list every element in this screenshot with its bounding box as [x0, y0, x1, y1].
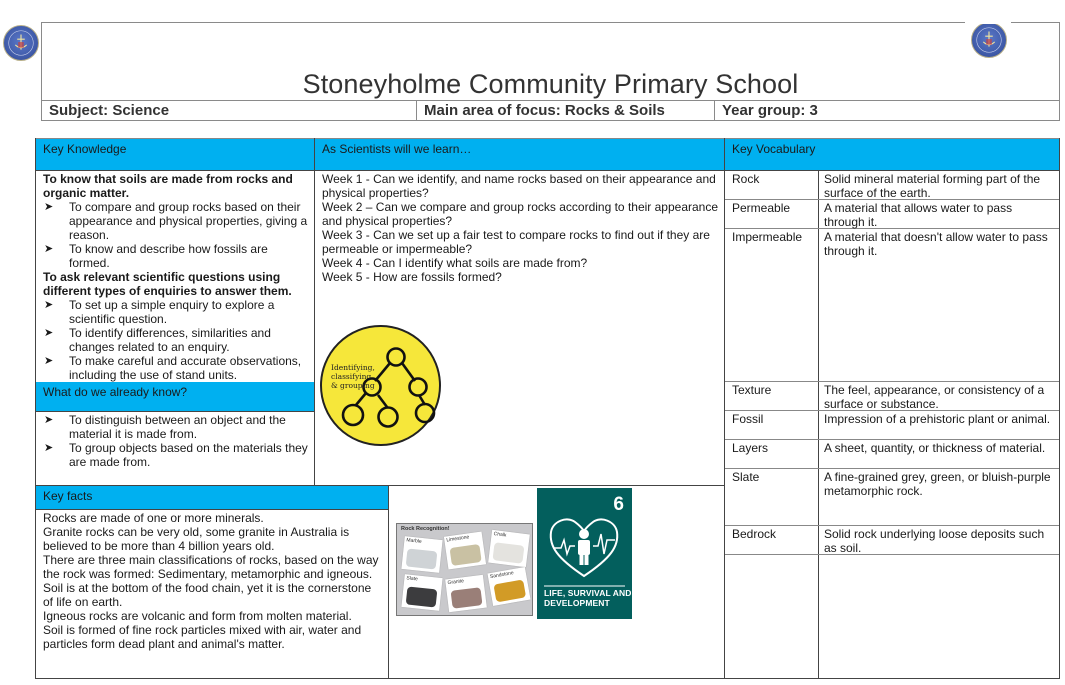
prior-bullet: ➤ To distinguish between an object and the material it is made from. [44, 413, 286, 441]
sdg-label: DEVELOPMENT [544, 598, 610, 608]
arrow-bullet-icon: ➤ [44, 299, 54, 311]
rock-card-slate: Slate [401, 574, 442, 611]
arrow-bullet-icon: ➤ [44, 243, 54, 255]
sdg-label: LIFE, SURVIVAL AND [544, 588, 632, 598]
scientists-learn-header [315, 139, 724, 170]
key-vocabulary-title: Key Vocabulary [732, 142, 816, 156]
knowledge-bullet: ➤ To know and describe how fossils are formed. [44, 242, 268, 270]
rock-card-limestone: Limestone [444, 532, 486, 570]
key-fact: There are three main classifications of rocks, based on the way the rock was formed: Sedimentary, metamorphic and igneous. [43, 553, 379, 581]
rock-card-marble: Marble [401, 536, 442, 573]
rock-card-granite: Granite [445, 575, 487, 612]
vocab-definition: Solid rock underlying loose deposits such as soil. [824, 527, 1045, 555]
vocab-term: Layers [732, 441, 769, 455]
key-fact: Igneous rocks are volcanic and form from molten material. [43, 609, 352, 623]
arrow-bullet-icon: ➤ [44, 327, 54, 339]
prior-knowledge-content [43, 413, 311, 469]
rock-card-chalk: Chalk [488, 530, 530, 567]
enquiry-type-badge [320, 325, 441, 446]
week-question: Week 3 - Can we set up a fair test to compare rocks to find out if they are permeable or impermeable? [322, 228, 710, 256]
arrow-bullet-icon: ➤ [44, 414, 54, 426]
vocab-term: Texture [732, 383, 772, 397]
vocab-term: Slate [732, 470, 760, 484]
vocab-term: Permeable [732, 201, 791, 215]
key-knowledge-content [43, 172, 311, 382]
focus-label: Main area of focus: Rocks & Soils [424, 102, 665, 119]
key-knowledge-title: Key Knowledge [43, 142, 127, 156]
vocab-term: Rock [732, 172, 760, 186]
knowledge-heading: To ask relevant scientific questions using different types of enquiries to answer them. [43, 270, 292, 298]
knowledge-bullet: ➤ To identify differences, similarities and changes related to an enquiry. [44, 326, 271, 354]
key-facts-content [43, 511, 383, 651]
vocab-definition: A fine-grained grey, green, or bluish-purple metamorphic rock. [824, 470, 1051, 498]
vocab-term: Impermeable [732, 230, 803, 244]
year-group-label: Year group: 3 [722, 102, 818, 119]
prior-bullet: ➤ To group objects based on the materials they are made from. [44, 441, 308, 469]
rock-image-title: Rock Recognition! [401, 526, 450, 532]
vocab-term: Fossil [732, 412, 764, 426]
knowledge-heading: To know that soils are made from rocks and organic matter. [43, 172, 293, 200]
school-crest-icon [3, 25, 39, 61]
vocab-definition: A material that doesn't allow water to pass through it. [824, 230, 1048, 258]
sdg-life-survival-badge [537, 488, 632, 619]
info-row [41, 100, 1060, 121]
badge-label: & grouping [331, 381, 375, 390]
vocab-definition: Solid mineral material forming part of the surface of the earth. [824, 172, 1041, 200]
badge-label: classifying [331, 372, 372, 381]
arrow-bullet-icon: ➤ [44, 201, 54, 213]
week-question: Week 4 - Can I identify what soils are made from? [322, 256, 588, 270]
knowledge-bullet: ➤ To compare and group rocks based on their appearance and physical properties, giving a reason. [44, 200, 308, 242]
key-vocabulary-header [725, 139, 1059, 170]
subject-label: Subject: Science [49, 102, 170, 119]
rock-recognition-image [396, 523, 533, 616]
knowledge-bullet: ➤ To make careful and accurate observations, including the use of stand units. [44, 354, 302, 382]
week-question: Week 5 - How are fossils formed? [322, 270, 502, 284]
prior-knowledge-header [36, 382, 314, 411]
weekly-questions [322, 172, 722, 284]
vocab-definition: Impression of a prehistoric plant or animal. [824, 412, 1051, 426]
school-name: Stoneyholme Community Primary School [302, 69, 799, 99]
key-fact: Soil is at the bottom of the food chain, yet it is the cornerstone of life on earth. [43, 581, 372, 609]
vocab-term: Bedrock [732, 527, 777, 541]
scientists-learn-title: As Scientists will we learn… [322, 142, 472, 156]
arrow-bullet-icon: ➤ [44, 442, 54, 454]
vocab-definition: The feel, appearance, or consistency of a surface or substance. [824, 383, 1045, 411]
vocab-definition: A material that allows water to pass through it. [824, 201, 1013, 229]
key-facts-header [36, 486, 388, 509]
knowledge-bullet: ➤ To set up a simple enquiry to explore a scientific question. [44, 298, 275, 326]
key-facts-title: Key facts [43, 489, 93, 503]
arrow-bullet-icon: ➤ [44, 355, 54, 367]
rock-card-sandstone: Sandstone [487, 567, 530, 606]
week-question: Week 1 - Can we identify, and name rocks based on their appearance and physical properties? [322, 172, 716, 200]
key-fact: Granite rocks can be very old, some granite in Australia is believed to be more than 4 billion years old. [43, 525, 350, 553]
key-fact: Rocks are made of one or more minerals. [43, 511, 264, 525]
sdg-number: 6 [613, 494, 624, 515]
badge-label: Identifying, [331, 363, 375, 372]
week-question: Week 2 – Can we compare and group rocks according to their appearance and physical properties? [322, 200, 719, 228]
key-knowledge-header [36, 139, 314, 170]
vocab-definition: A sheet, quantity, or thickness of material. [824, 441, 1046, 455]
key-fact: Soil is formed of fine rock particles mixed with air, water and particles form dead plant and animal's matter. [43, 623, 362, 651]
prior-knowledge-title: What do we already know? [43, 385, 188, 399]
